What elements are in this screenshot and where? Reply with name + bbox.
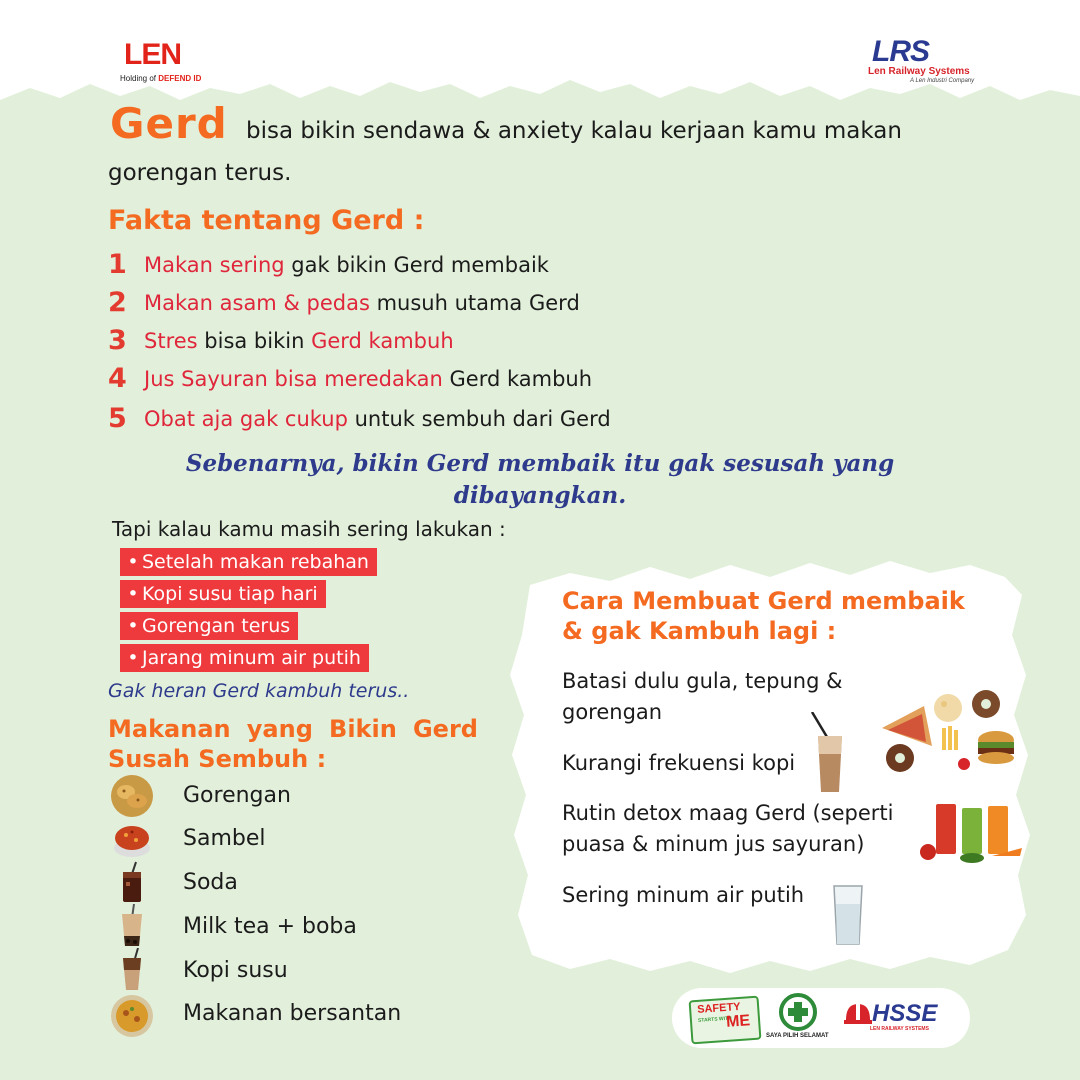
bad-foods-title: Makanan yang Bikin Gerd Susah Sembuh : [108,715,478,773]
bad-food-label: Soda [183,870,238,895]
lrs-logo [866,36,978,88]
iced-coffee-icon [110,948,154,992]
intro-line-2: gorengan terus. [108,160,292,186]
habits-closing: Gak heran Gerd kambuh terus.. [108,680,410,702]
fact-item: 1 Makan sering gak bikin Gerd membaik [108,249,549,280]
hsse-sub: LEN RAILWAY SYSTEMS [870,1026,929,1032]
saya-pilih-selamat-icon [778,992,818,1036]
tip-item: Kurangi frekuensi kopi [562,751,796,775]
fried-food-icon [110,774,154,818]
tip-item: Batasi dulu gula, tepung & gorengan [562,669,843,724]
habit-item: • Jarang minum air putih [120,644,369,672]
habit-item: • Kopi susu tiap hari [120,580,326,608]
lrs-mark: LRS [872,35,929,68]
juice-icon [916,800,1024,864]
len-logo [118,38,228,88]
bad-food-label: Kopi susu [183,958,288,983]
hsse-word: HSSE [872,1000,938,1027]
habits-intro: Tapi kalau kamu masih sering lakukan : [112,517,506,541]
saya-pilih-selamat-text: SAYA PILIH SELAMAT [766,1033,829,1039]
len-holding: Holding of DEFEND ID [120,74,202,83]
helmet-icon [844,1000,872,1030]
intro-line-1: bisa bikin sendawa & anxiety kalau kerjaan kamu makan [246,118,902,144]
tip-item: Rutin detox maag Gerd (seperti puasa & minum jus sayuran) [562,801,894,856]
tip-item: Sering minum air putih [562,883,805,907]
habit-item: • Gorengan terus [120,612,298,640]
bad-food-label: Sambel [183,826,266,851]
fact-item: 3 Stres bisa bikin Gerd kambuh [108,325,454,356]
facts-title: Fakta tentang Gerd : [108,205,425,236]
fact-item: 5 Obat aja gak cukup untuk sembuh dari Gerd [108,403,611,434]
fact-item: 4 Jus Sayuran bisa meredakan Gerd kambuh [108,363,593,394]
fact-item: 2 Makan asam & pedas musuh utama Gerd [108,287,580,318]
junk-food-icon [878,688,1028,774]
sambal-icon [110,818,154,862]
iced-coffee-icon [808,712,852,794]
highlight-statement: Sebenarnya, bikin Gerd membaik itu gak sesusah yang dibayangkan. [185,450,895,509]
lrs-name: Len Railway Systems [868,66,970,77]
habit-item: • Setelah makan rebahan [120,548,377,576]
bad-food-label: Gorengan [183,783,291,808]
soda-icon [110,860,154,904]
len-brand: LEN [124,38,181,71]
curry-icon [110,994,154,1038]
tips-title: Cara Membuat Gerd membaik & gak Kambuh lagi : [562,587,965,645]
water-glass-icon [828,880,868,946]
bad-food-label: Makanan bersantan [183,1001,402,1026]
gerd-keyword: Gerd [110,99,228,148]
bad-food-label: Milk tea + boba [183,914,357,939]
milk-tea-icon [110,904,154,948]
hsse-badge [672,988,970,1048]
lrs-sub: A Len Industri Company [910,78,975,84]
safety-starts-with-me-logo: SAFETY STARTS WITH ME [689,996,762,1045]
